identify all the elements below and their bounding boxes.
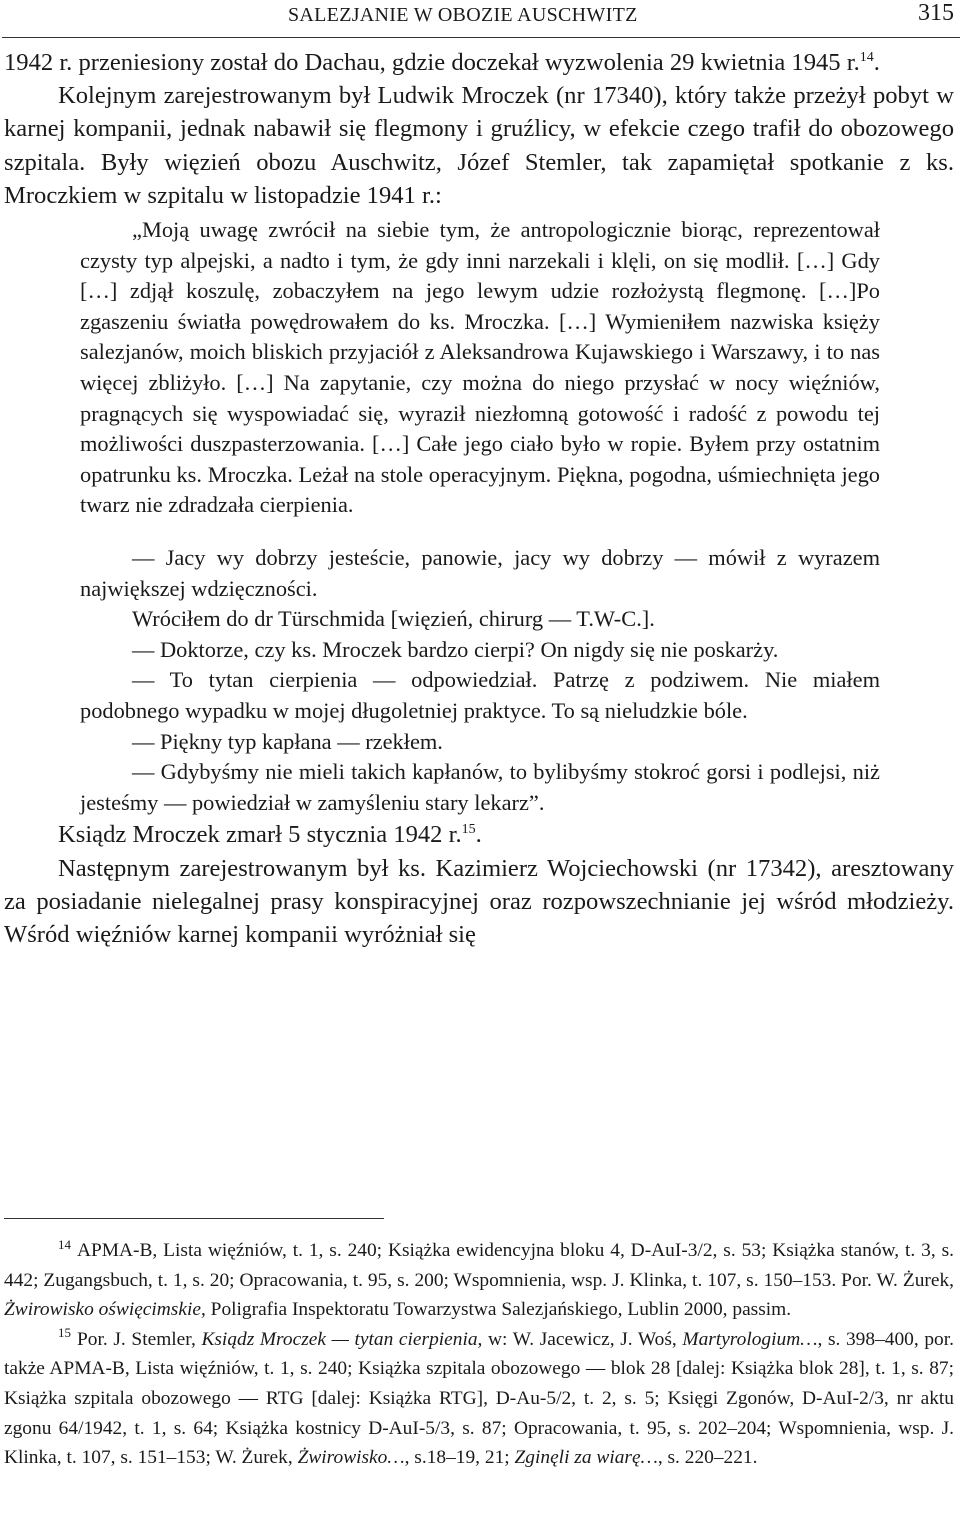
- footnote-15: [4, 1325, 954, 1473]
- block-quote: [80, 215, 880, 818]
- footnote-title-italic: Żwirowisko…: [297, 1447, 405, 1469]
- paragraph-1-end: .: [873, 49, 880, 76]
- footnote-title-italic: Ksiądz Mroczek — tytan cierpienia: [201, 1328, 478, 1350]
- footnote-title-italic: Martyrologium…: [682, 1328, 818, 1350]
- footnote-ref-15[interactable]: 15: [461, 822, 476, 838]
- running-title: SALEZJANIE W OBOZIE AUSCHWITZ: [288, 4, 638, 26]
- footnote-title-italic: Żwirowisko oświęcimskie: [4, 1299, 201, 1321]
- quote-dialog: [80, 543, 880, 818]
- dialog-line: — Gdybyśmy nie mieli takich kapłanów, to bylibyśmy stokroć gorsi i podlejsi, niż jesteśmy — powiedział w zamyśleniu stary lekarz”.: [80, 759, 880, 815]
- paragraph-3: [4, 818, 954, 851]
- footnote-text: , s.18–19, 21;: [404, 1447, 510, 1469]
- footnote-text: , w: W. Jacewicz, J. Woś,: [477, 1328, 677, 1350]
- footnote-number: 15: [58, 1325, 71, 1341]
- footnote-text: , Poligrafia Inspektoratu Towarzystwa Salezjańskiego, Lublin 2000, passim.: [200, 1299, 792, 1321]
- paragraph-4: Następnym zarejestrowanym był ks. Kazimierz Wojciechowski (nr 17342), aresztowany za posiadanie nielegalnej prasy konspiracyjnej oraz rozpowszechnianie jej wśród młodzieży. Wśród więźniów karnej kompanii wyróżniał się: [4, 854, 954, 948]
- footnote-14: [4, 1236, 954, 1325]
- paragraph-3-end: .: [475, 821, 482, 849]
- paragraph-3-text: Ksiądz Mroczek zmarł 5 stycznia 1942 r.: [58, 821, 462, 849]
- footnote-text: Por. J. Stemler,: [77, 1328, 196, 1350]
- main-text: [4, 46, 954, 951]
- footnote-text: , s. 398–400, por. także APMA-B, Lista więźniów, t. 1, s. 240; Książka szpitala obozowego — blok 28 [dalej: Książka blok 28], t. 1, s. 87; Książka szpitala obozowego — RTG [dalej: Książka RTG], D-Au-5/2, t. 2, s. 5; Księgi Zgonów, D-AuI-2/3, nr aktu zgonu 64/1942, t. 1, s. 64; Książka kostnicy D-AuI-5/3, s. 87; Opracowania, t. 95, s. 202–204; Wspomnienia, wsp. J. Klinka, t. 107, s. 151–153; W. Żurek,: [4, 1328, 954, 1469]
- footnotes: [4, 1236, 954, 1473]
- footnote-title-italic: Zginęli za wiarę…: [514, 1447, 658, 1469]
- footnote-number: 14: [58, 1236, 71, 1252]
- page-number: 315: [918, 0, 954, 26]
- header-rule: [2, 37, 960, 38]
- paragraph-1-text: 1942 r. przeniesiony został do Dachau, gdzie doczekał wyzwolenia 29 kwietnia 1945 r.: [4, 49, 860, 76]
- dialog-line: — Doktorze, czy ks. Mroczek bardzo cierpi? On nigdy się nie poskarży.: [132, 636, 779, 662]
- footnote-text: , s. 220–221.: [657, 1447, 758, 1469]
- running-header: [0, 0, 960, 36]
- paragraph-2: Kolejnym zarejestrowanym był Ludwik Mroczek (nr 17340), który także przeżył pobyt w karnej kompanii, jednak nabawił się flegmony i gruźlicy, w efekcie czego trafił do obozowego szpitala. Były więzień obozu Auschwitz, Józef Stemler, tak zapamiętał spotkanie z ks. Mroczkiem w szpitalu w listopadzie 1941 r.:: [4, 82, 954, 209]
- dialog-line: — Jacy wy dobrzy jesteście, panowie, jacy wy dobrzy — mówił z wyrazem największej wdzięczności.: [80, 544, 880, 601]
- footnote-text: APMA-B, Lista więźniów, t. 1, s. 240; Książka ewidencyjna bloku 4, D-AuI-3/2, s. 53; Książka stanów, t. 3, s. 442; Zugangsbuch, t. 1, s. 20; Opracowania, t. 95, s. 200; Wspomnienia, wsp. J. Klinka, t. 107, s. 150–153. Por. W. Żurek,: [4, 1240, 954, 1291]
- footnote-ref-14[interactable]: 14: [859, 49, 874, 65]
- footnote-rule: [4, 1218, 384, 1219]
- quote-main: „Moją uwagę zwrócił na siebie tym, że antropologicznie biorąc, reprezentował czysty typ alpejski, a nadto i tym, że gdy inni narzekali i klęli, on się modlił. […] Gdy […] zdjął koszulę, zobaczyłem na jego lewym udzie rozłożystą flegmonę. […]Po zgaszeniu światła powędrowałem do ks. Mroczka. […] Wymieniłem nazwiska księży salezjanów, moich bliskich przyjaciół z Aleksandrowa Kujawskiego i Warszawy, i to nas więcej zbliżyło. […] Na zapytanie, czy można do niego przysłać w nocy więźniów, pragnących się wyspowiadać się, wyraził niezłomną gotowość i radość z powodu tej możliwości duszpasterzowania. […] Całe jego ciało było w ropie. Byłem przy ostatnim opatrunku ks. Mroczka. Leżał na stole operacyjnym. Piękna, pogodna, uśmiechnięta jego twarz nie zdradzała cierpienia.: [80, 217, 880, 518]
- dialog-line: — To tytan cierpienia — odpowiedział. Patrzę z podziwem. Nie miałem podobnego wypadku w mojej długoletniej praktyce. To są nieludzkie bóle.: [80, 667, 880, 723]
- dialog-line: — Piękny typ kapłana — rzekłem.: [132, 728, 443, 754]
- paragraph-1: [4, 46, 954, 79]
- dialog-line: Wróciłem do dr Türschmida [więzień, chirurg — T.W-C.].: [132, 606, 655, 632]
